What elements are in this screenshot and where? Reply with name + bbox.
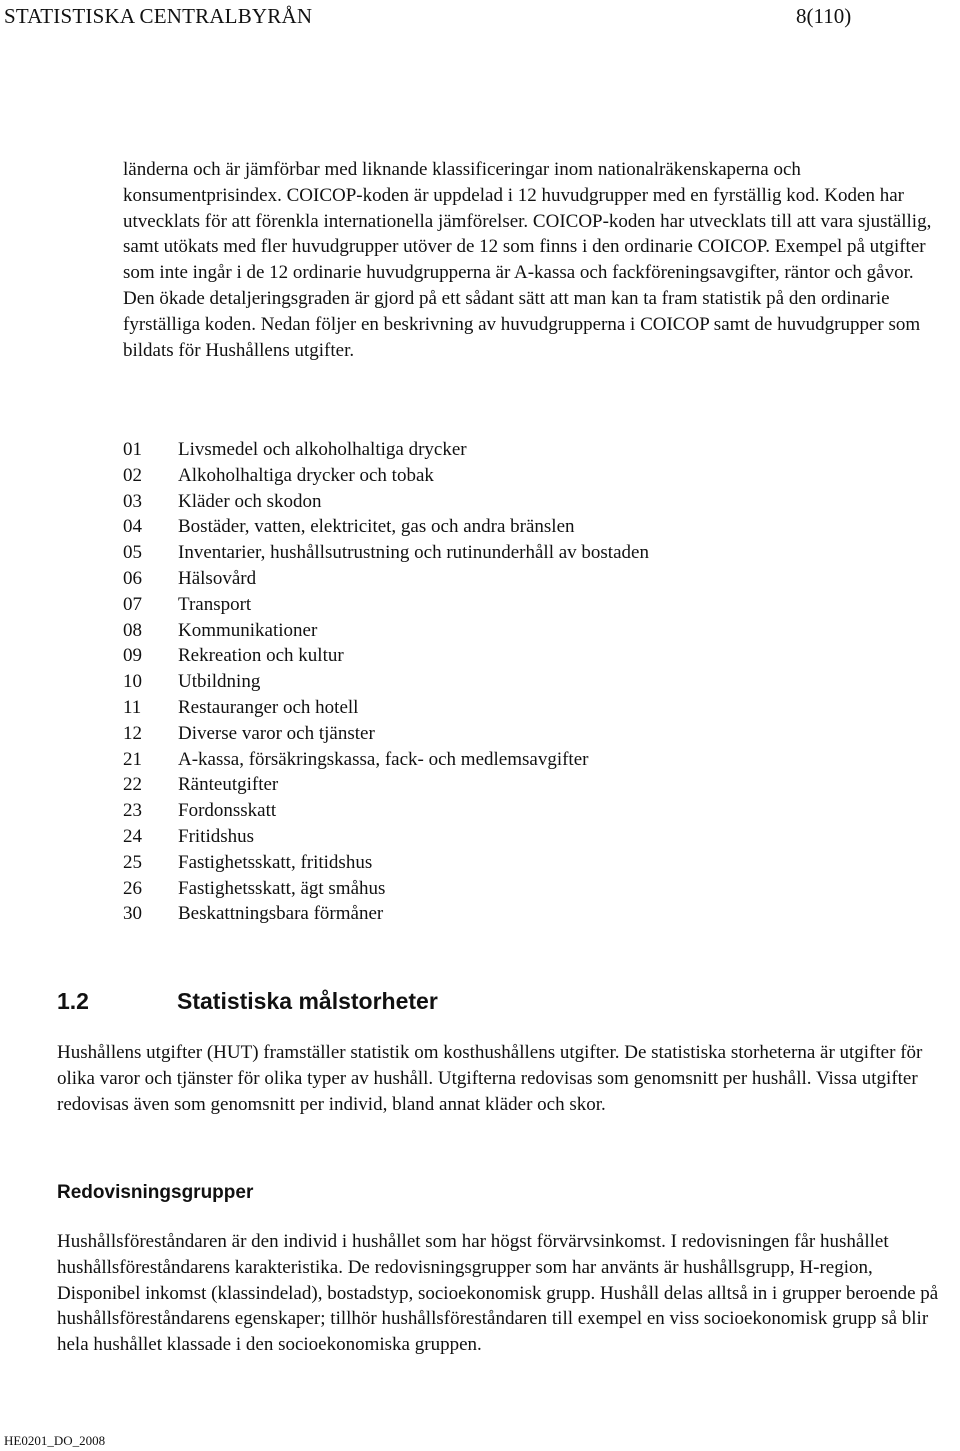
group-label: Kommunikationer — [178, 619, 318, 641]
group-label: Livsmedel och alkoholhaltiga drycker — [178, 439, 467, 460]
group-code: 11 — [123, 696, 142, 718]
list-item — [123, 901, 649, 927]
coicop-group-list — [123, 437, 649, 927]
group-label: Beskattningsbara förmåner — [178, 903, 384, 925]
group-label: Utbildning — [178, 671, 261, 693]
group-code: 01 — [123, 439, 142, 460]
group-label: Transport — [178, 593, 252, 615]
group-code: 10 — [123, 671, 142, 693]
list-item — [123, 489, 649, 515]
group-code: 21 — [123, 748, 142, 770]
subsection-paragraph: Hushållsföreståndaren är den individ i hushållet som har högst förvärvsinkomst. I redovisningen får hushållet hushållsföreståndarens karakteristika. De redovisningsgrupper som har använts är hushållsgrupp, H-region, Disponibel inkomst (klassindelad), bostadstyp, socioekonomisk grupp. Hushåll delas alltså in i grupper beroende på hushållsföreståndarens egenskaper; tillhör hushållsföreståndaren till exempel en viss socioekonomisk grupp så blir hela hushållet klassade i den socioekonomiska gruppen. — [57, 1231, 939, 1356]
list-item — [123, 540, 649, 566]
group-label: A-kassa, försäkringskassa, fack- och medlemsavgifter — [178, 748, 589, 770]
list-item — [123, 566, 649, 592]
group-code: 05 — [123, 542, 142, 564]
group-code: 09 — [123, 645, 142, 667]
group-code: 25 — [123, 851, 142, 873]
list-item — [123, 695, 649, 721]
list-item — [123, 721, 649, 747]
list-item — [123, 824, 649, 850]
subsection-heading: Redovisningsgrupper — [57, 1182, 254, 1203]
group-code: 23 — [123, 800, 142, 822]
section-paragraph: Hushållens utgifter (HUT) framställer statistik om kosthushållens utgifter. De statistiska storheterna är utgifter för olika varor och tjänster för olika typer av hushåll. Utgifterna redovisas som genomsnitt per hushåll. Vissa utgifter redovisas även som genomsnitt per individ, bland annat kläder och skor. — [57, 1042, 923, 1115]
group-label: Bostäder, vatten, elektricitet, gas och andra bränslen — [178, 516, 575, 538]
group-label: Rekreation och kultur — [178, 645, 344, 667]
group-label: Diverse varor och tjänster — [178, 722, 375, 744]
group-code: 07 — [123, 593, 142, 615]
section-heading — [57, 988, 438, 1015]
group-code: 08 — [123, 619, 142, 641]
list-item — [123, 463, 649, 489]
list-item — [123, 876, 649, 902]
footer-document-code: HE0201_DO_2008 — [4, 1433, 106, 1448]
list-item — [123, 747, 649, 773]
group-code: 30 — [123, 903, 142, 925]
list-item — [123, 850, 649, 876]
list-item — [123, 514, 649, 540]
list-item — [123, 592, 649, 618]
group-code: 03 — [123, 490, 142, 512]
section-number: 1.2 — [57, 988, 89, 1014]
group-label: Ränteutgifter — [178, 774, 279, 796]
section-title: Statistiska målstorheter — [177, 988, 438, 1014]
group-label: Fordonsskatt — [178, 800, 277, 822]
group-code: 24 — [123, 825, 142, 847]
group-label: Hälsovård — [178, 567, 257, 589]
group-label: Fastighetsskatt, ägt småhus — [178, 877, 386, 899]
list-item — [123, 643, 649, 669]
list-item — [123, 772, 649, 798]
group-code: 22 — [123, 774, 142, 796]
group-code: 26 — [123, 877, 142, 899]
group-code: 12 — [123, 722, 142, 744]
list-item — [123, 618, 649, 644]
group-label: Inventarier, hushållsutrustning och rutinunderhåll av bostaden — [178, 542, 649, 564]
list-item — [123, 669, 649, 695]
group-label: Restauranger och hotell — [178, 696, 359, 718]
group-label: Kläder och skodon — [178, 490, 322, 512]
group-code: 02 — [123, 464, 142, 486]
group-code: 04 — [123, 516, 142, 538]
page-number: 8(110) — [796, 4, 852, 28]
list-item — [123, 798, 649, 824]
intro-paragraph: länderna och är jämförbar med liknande klassificeringar inom nationalräkenskaperna och konsumentprisindex. COICOP-koden är uppdelad i 12 huvudgrupper med en fyrställig kod. Koden har utvecklats för att förenkla internationella jämförelser. COICOP-koden har utvecklats till att vara sjuställig, samt utökats med fler huvudgrupper utöver de 12 som finns i den ordinarie COICOP. Exempel på utgifter som inte ingår i de 12 ordinarie huvudgrupperna är A-kassa och fackföreningsavgifter, räntor och gåvor. Den ökade detaljeringsgraden är gjord på ett sådant sätt att man kan ta fram statistik på den ordinarie fyrställiga koden. Nedan följer en beskrivning av huvudgrupperna i COICOP samt de huvudgrupper som bildats för Hushållens utgifter. — [123, 159, 932, 361]
group-code: 06 — [123, 567, 142, 589]
header-organization: STATISTISKA CENTRALBYRÅN — [4, 4, 313, 28]
list-item — [123, 437, 649, 463]
group-label: Fastighetsskatt, fritidshus — [178, 851, 373, 873]
group-label: Alkoholhaltiga drycker och tobak — [178, 464, 434, 486]
group-label: Fritidshus — [178, 825, 255, 847]
